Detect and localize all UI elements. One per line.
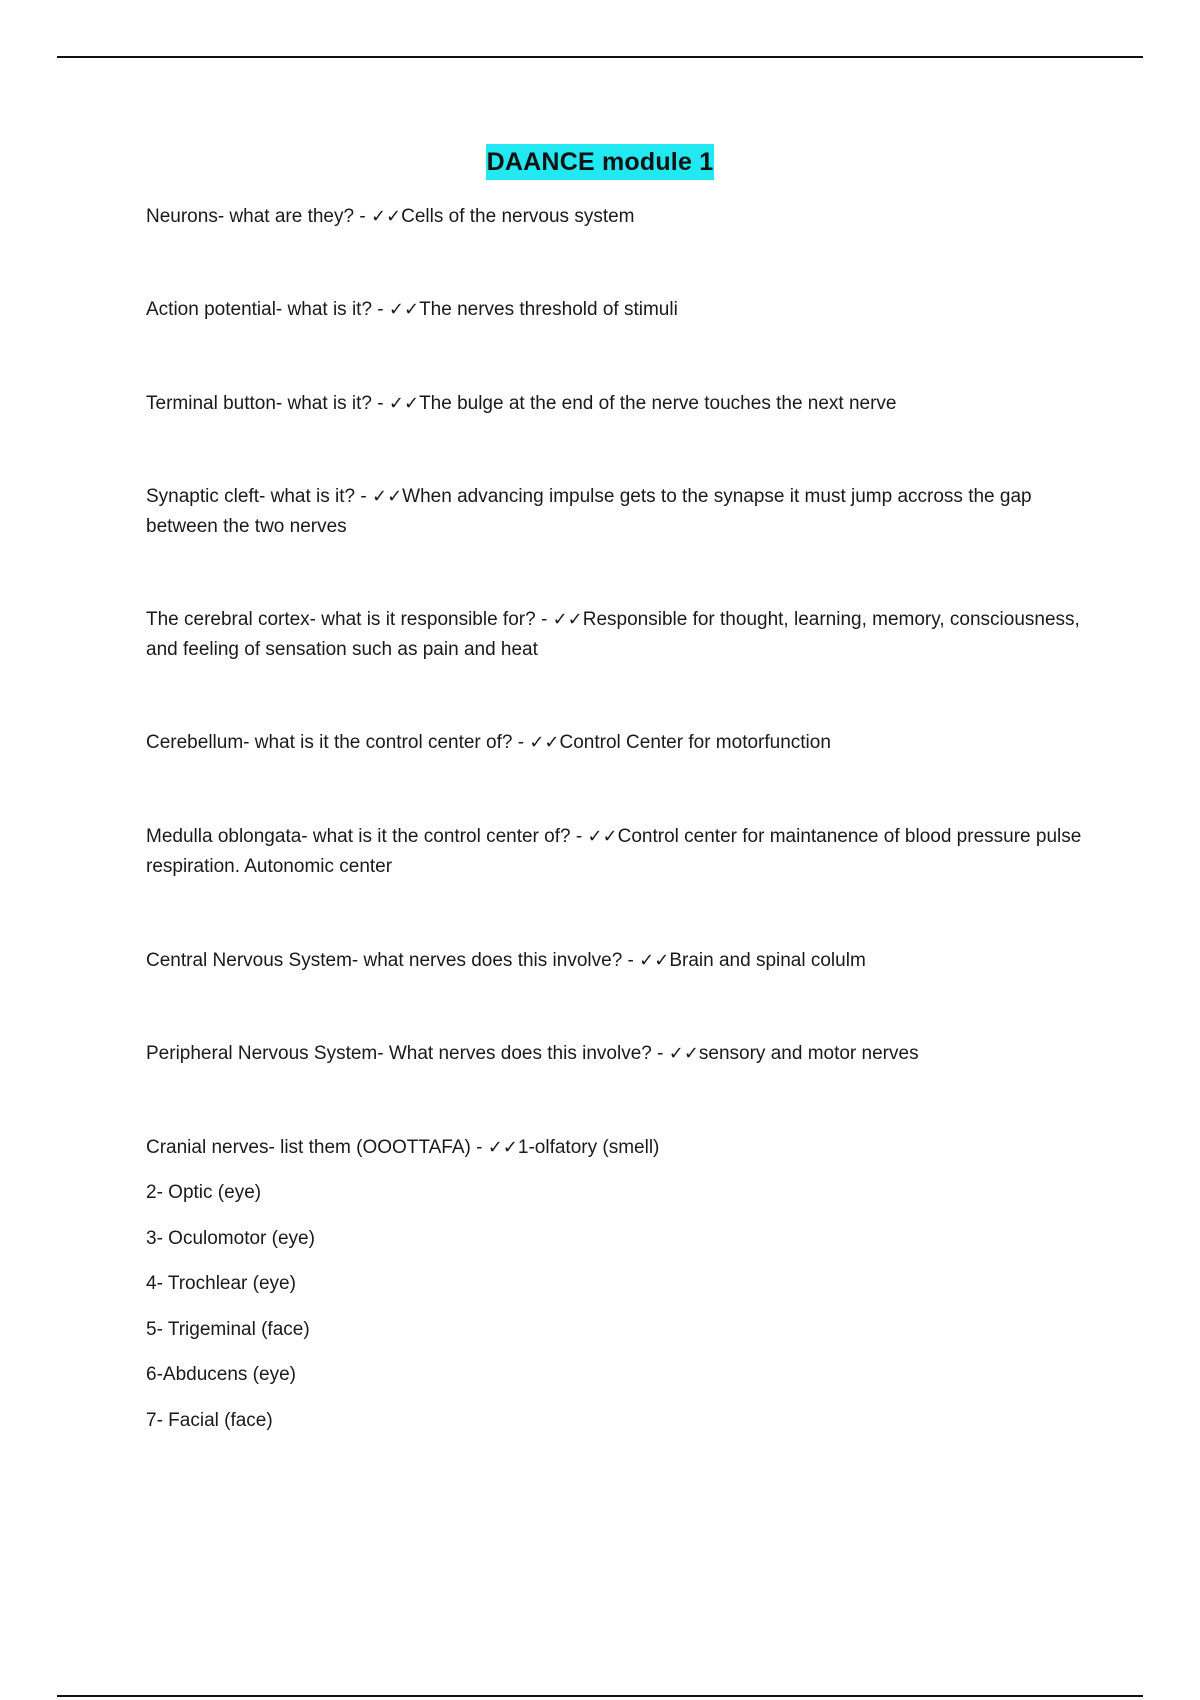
separator: -: [622, 950, 640, 971]
qa-entry-cerebral-cortex: [146, 605, 1106, 665]
separator: -: [354, 206, 371, 227]
document-title: DAANCE module 1: [486, 144, 715, 180]
question-text: Medulla oblongata- what is it the control center of?: [146, 826, 571, 847]
answer-text: When advancing impulse gets to the synapse it must jump accross the gap between the two nerves: [146, 486, 1037, 537]
question-text: Terminal button- what is it?: [146, 393, 372, 414]
cranial-list-item: 7- Facial (face): [146, 1410, 273, 1431]
qa-entry-action-potential: [146, 295, 1106, 325]
qa-entry-pns: [146, 1039, 1106, 1069]
question-text: Central Nervous System- what nerves does this involve?: [146, 950, 623, 971]
cranial-list-item: 6-Abducens (eye): [146, 1364, 296, 1385]
qa-entry-terminal-button: [146, 389, 1106, 419]
qa-entry-cerebellum: [146, 728, 1106, 758]
question-text: Cerebellum- what is it the control center of?: [146, 732, 513, 753]
answer-text: 1-olfatory (smell): [517, 1137, 660, 1158]
cranial-list-item: 5- Trigeminal (face): [146, 1319, 310, 1340]
answer-text: The bulge at the end of the nerve touches the next nerve: [419, 393, 897, 414]
top-rule: [57, 56, 1143, 58]
title-wrap: [0, 144, 1200, 180]
separator: -: [570, 826, 588, 847]
separator: -: [470, 1137, 488, 1158]
answer-text: Control Center for motorfunction: [559, 732, 831, 753]
check-mark-icon: ✓✓: [370, 206, 402, 227]
question-text: Synaptic cleft- what is it?: [146, 486, 356, 507]
check-mark-icon: ✓✓: [388, 393, 420, 414]
check-mark-icon: ✓✓: [529, 732, 560, 753]
cranial-list-item: 3- Oculomotor (eye): [146, 1228, 315, 1249]
answer-text: sensory and motor nerves: [698, 1043, 919, 1064]
check-mark-icon: ✓✓: [639, 950, 670, 971]
qa-entry-synaptic-cleft: [146, 482, 1106, 542]
question-text: The cerebral cortex- what is it responsible for?: [146, 609, 536, 630]
separator: -: [372, 393, 389, 414]
separator: -: [372, 299, 389, 320]
separator: -: [651, 1043, 669, 1064]
question-text: Action potential- what is it?: [146, 299, 373, 320]
qa-entry-cranial-nerves: [146, 1133, 1106, 1163]
separator: -: [355, 486, 372, 507]
answer-text: The nerves threshold of stimuli: [419, 299, 678, 320]
qa-entry-medulla: [146, 822, 1106, 882]
bottom-rule: [57, 1695, 1143, 1697]
answer-text: Responsible for thought, learning, memory, consciousness, and feeling of sensation such as pain and heat: [146, 609, 1086, 660]
cranial-list-item: 2- Optic (eye): [146, 1182, 262, 1203]
question-text: Peripheral Nervous System- What nerves does this involve?: [146, 1043, 652, 1064]
answer-text: Brain and spinal colulm: [669, 950, 866, 971]
answer-text: Cells of the nervous system: [401, 206, 635, 227]
check-mark-icon: ✓✓: [371, 486, 403, 507]
answer-text: Control center for maintanence of blood pressure pulse respiration. Autonomic center: [146, 826, 1087, 877]
check-mark-icon: ✓✓: [487, 1137, 518, 1158]
qa-entry-cns: [146, 946, 1106, 976]
separator: -: [512, 732, 530, 753]
check-mark-icon: ✓✓: [552, 609, 583, 630]
check-mark-icon: ✓✓: [668, 1043, 699, 1064]
check-mark-icon: ✓✓: [388, 299, 420, 320]
separator: -: [535, 609, 553, 630]
question-text: Neurons- what are they?: [146, 206, 355, 227]
qa-entry-neurons: [146, 202, 1106, 232]
question-text: Cranial nerves- list them (OOOTTAFA): [146, 1137, 471, 1158]
check-mark-icon: ✓✓: [587, 826, 618, 847]
cranial-list-item: 4- Trochlear (eye): [146, 1273, 296, 1294]
